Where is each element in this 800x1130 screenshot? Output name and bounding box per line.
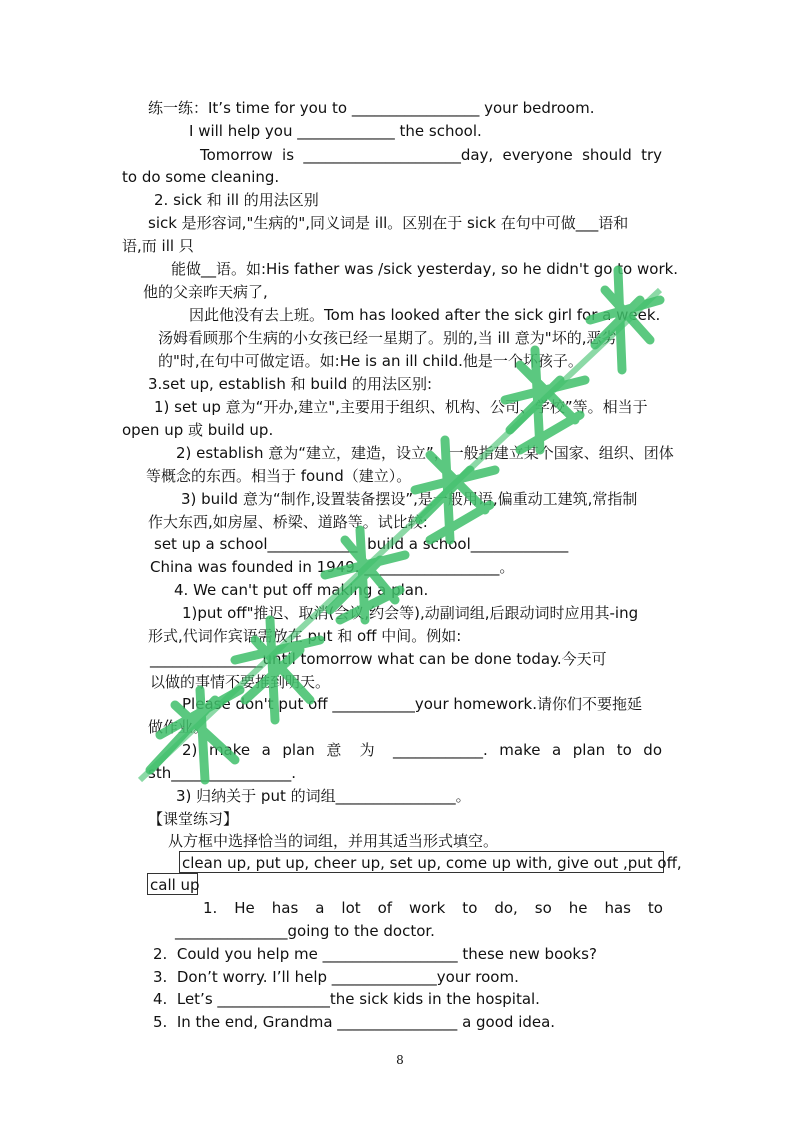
text-line: 因此他没有去上班。Tom has looked after the sick girl for a week. [189,306,661,324]
text-line: 1) set up 意为“开办,建立",主要用于组织、机构、公司、学校”等。相当于 [154,398,648,416]
exercise-item: 5. In the end, Grandma ________________ a good idea. [153,1013,556,1031]
text-line: 做作业。 [148,718,209,736]
word-box-text: call up [150,876,200,894]
text-line: set up a school____________ build a school_____________ [154,535,569,553]
text-line: 练一练：It’s time for you to _________________ your bedroom. [148,99,595,117]
text-line: 作大东西,如房屋、桥梁、道路等。试比较: [148,513,428,531]
text-line: 3) 归纳关于 put 的词组________________。 [176,787,471,805]
text-line: Tomorrow is _____________________day, everyone should try [200,146,662,164]
section-heading: 4. We can't put off making a plan. [174,581,429,599]
text-line: 能做__语。如:His father was /sick yesterday, so he didn't go to work. [171,260,679,278]
text-line: 汤姆看顾那个生病的小女孩已经一星期了。别的,当 ill 意为"坏的,恶劣 [158,329,617,347]
exercise-item: 2. Could you help me __________________ these new books? [153,945,597,963]
section-heading: 2. sick 和 ill 的用法区别 [154,191,319,209]
text-line: open up 或 build up. [122,421,274,439]
text-line: China was founded in 1949. __________________。 [150,558,515,576]
section-heading: 3.set up, establish 和 build 的用法区别: [148,375,433,393]
text-line: 2) make a plan 意 为 ____________. make a plan to do [182,741,662,759]
exercise-item: 3. Don’t worry. I’ll help ______________your room. [153,968,519,986]
text-line: Please don't put off ___________your homework.请你们不要拖延 [182,695,642,713]
page-number: 8 [396,1053,404,1067]
text-line: 他的父亲昨天病了, [143,283,268,301]
section-heading: 【课堂练习】 [148,810,239,828]
text-line: 语,而 ill 只 [122,237,194,255]
exercise-item: _______________going to the doctor. [175,922,435,940]
text-line: _______________until tomorrow what can be done today.今天可 [150,650,607,668]
instruction-text: 从方框中选择恰当的词组，并用其适当形式填空。 [168,832,499,850]
text-line: 等概念的东西。相当于 found（建立）。 [146,467,412,485]
text-line: to do some cleaning. [122,168,280,186]
exercise-item: 4. Let’s _______________the sick kids in the hospital. [153,990,540,1008]
text-line: sick 是形容词,"生病的",同义词是 ill。区别在于 sick 在句中可做___语和 [148,214,629,232]
text-line: 2) establish 意为“建立，建造，设立”，一般指建立某个国家、组织、团体 [176,444,674,462]
text-line: 1)put off"推迟、取消(会议,约会等),动副词组,后跟动词时应用其-ing [182,604,639,622]
text-line: 3) build 意为“制作,设置装备摆设”,是一般用语,偏重动工建筑,常指制 [181,490,638,508]
word-box-text: clean up, put up, cheer up, set up, come up with, give out ,put off, [182,854,682,872]
text-line: I will help you _____________ the school. [189,122,482,140]
text-line: 形式,代词作宾语需放在 put 和 off 中间。例如: [148,627,462,645]
text-line: sth________________. [148,764,296,782]
text-line: 的"时,在句中可做定语。如:He is an ill child.他是一个坏孩子。 [158,352,583,370]
text-line: 以做的事情不要推到明天。 [150,673,331,691]
exercise-item: 1. He has a lot of work to do, so he has to [203,899,663,917]
